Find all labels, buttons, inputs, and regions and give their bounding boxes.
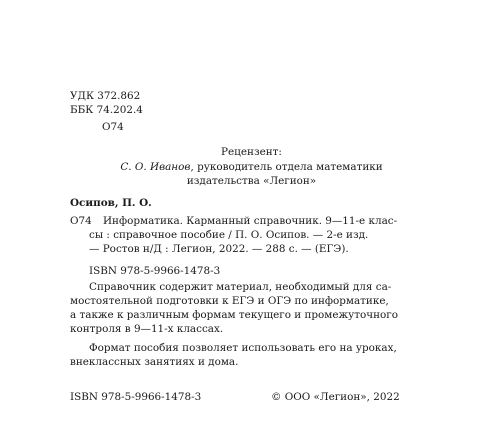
isbn-top: ISBN 978-5-9966-1478-3 [89,265,221,277]
annotation-p2-line1: Формат пособия позволяет использовать его на уроках, [89,342,397,354]
annotation-p2-line2: внеклассных занятиях и дома. [70,356,239,368]
reviewer-name: С. О. Иванов [120,161,191,173]
annotation-p1-line4: контроля в 9—11-х классах. [70,323,224,335]
udk-code: УДК 372.862 [70,90,141,102]
footer-copyright: © ООО «Легион», 2022 [271,391,400,403]
annotation-p1-line3: а также к различным формам текущего и промежуточного [70,309,398,321]
reviewer-line [0,160,503,174]
author-mark: О74 [102,121,124,133]
footer-isbn: ISBN 978-5-9966-1478-3 [70,391,202,403]
bib-line-1: Информатика. Карманный справочник. 9—11-е клас- [103,215,398,227]
reviewer-position-line1: , руководитель отдела математики [190,161,383,173]
bib-line-2: сы : справочное пособие / П. О. Осипов. — 2-е изд. [89,229,369,241]
annotation-p1-line2: мостоятельной подготовки к ЕГЭ и ОГЭ по информатике, [70,295,389,307]
bib-mark: О74 [70,215,92,227]
annotation-p1-line1: Справочник содержит материал, необходимый для са- [89,281,392,293]
author-heading: Осипов, П. О. [70,197,152,209]
bbk-code: ББК 74.202.4 [70,104,143,116]
bib-line-3: — Ростов н/Д : Легион, 2022. — 288 с. — (ЕГЭ). [89,243,349,255]
reviewer-heading: Рецензент: [221,146,282,158]
reviewer-position-line2: издательства «Легион» [186,175,317,187]
